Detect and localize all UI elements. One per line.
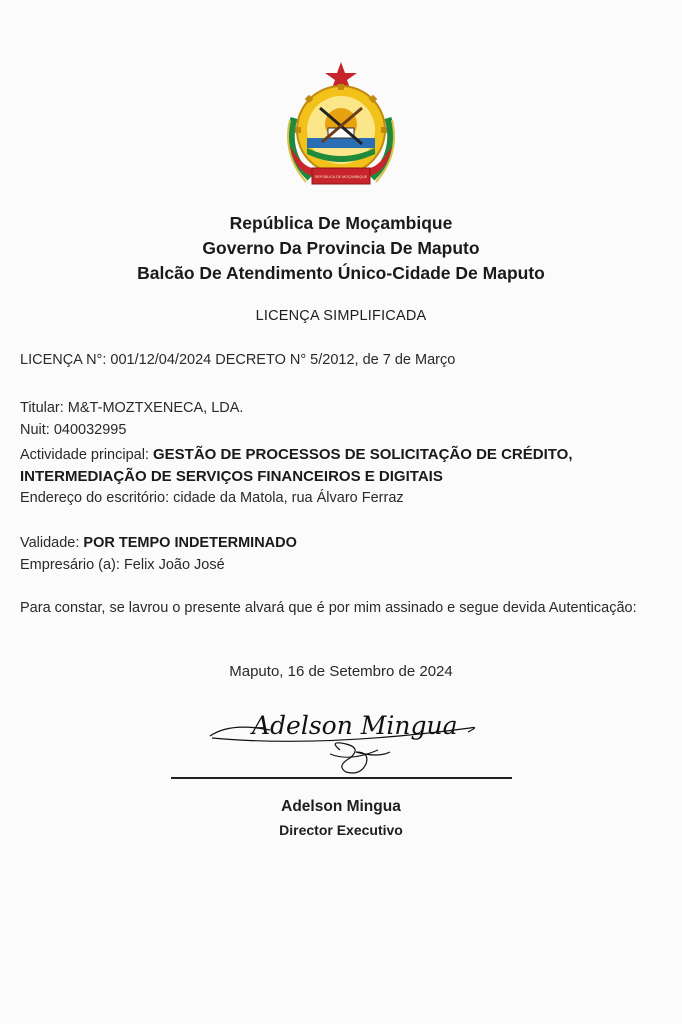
place-date: Maputo, 16 de Setembro de 2024 [229, 663, 453, 680]
svg-text:Adelson Mingua: Adelson Mingua [252, 711, 458, 740]
header-government: Governo Da Provincia De Maputo [202, 238, 480, 258]
license-number: LICENÇA N°: 001/12/04/2024 DECRETO N° 5/2012, de 7 de Março [20, 352, 456, 368]
titular: Titular: M&T-MOZTXENECA, LDA. [20, 400, 244, 416]
header-office: Balcão De Atendimento Único-Cidade De Maputo [137, 263, 545, 283]
svg-text:REPÚBLICA DE MOÇAMBIQUE: REPÚBLICA DE MOÇAMBIQUE [314, 175, 368, 179]
activity-value: GESTÃO DE PROCESSOS DE SOLICITAÇÃO DE CRÉDITO, INTERMEDIAÇÃO DE SERVIÇOS FINANCEIROS E DIGITAIS [20, 446, 573, 485]
signatory-name: Adelson Mingua [281, 798, 401, 815]
document-type: LICENÇA SIMPLIFICADA [255, 308, 427, 324]
mozambique-coat-of-arms-icon [276, 58, 406, 198]
validity-label: Validade: [20, 535, 84, 551]
nuit: Nuit: 040032995 [20, 422, 127, 438]
header-republic: República De Moçambique [229, 213, 453, 233]
office-address: Endereço do escritório: cidade da Matola, rua Álvaro Ferraz [20, 490, 404, 506]
validity-value: POR TEMPO INDETERMINADO [83, 535, 297, 551]
activity-label: Actividade principal: [20, 447, 153, 463]
entrepreneur: Empresário (a): Felix João José [20, 557, 225, 573]
validity [20, 535, 297, 551]
closing-statement: Para constar, se lavrou o presente alvará que é por mim assinado e segue devida Autenticação: [20, 600, 637, 616]
handwritten-signature [200, 692, 490, 782]
signatory-title: Director Executivo [279, 822, 403, 838]
main-activity [20, 444, 670, 488]
signature-line [171, 777, 512, 779]
